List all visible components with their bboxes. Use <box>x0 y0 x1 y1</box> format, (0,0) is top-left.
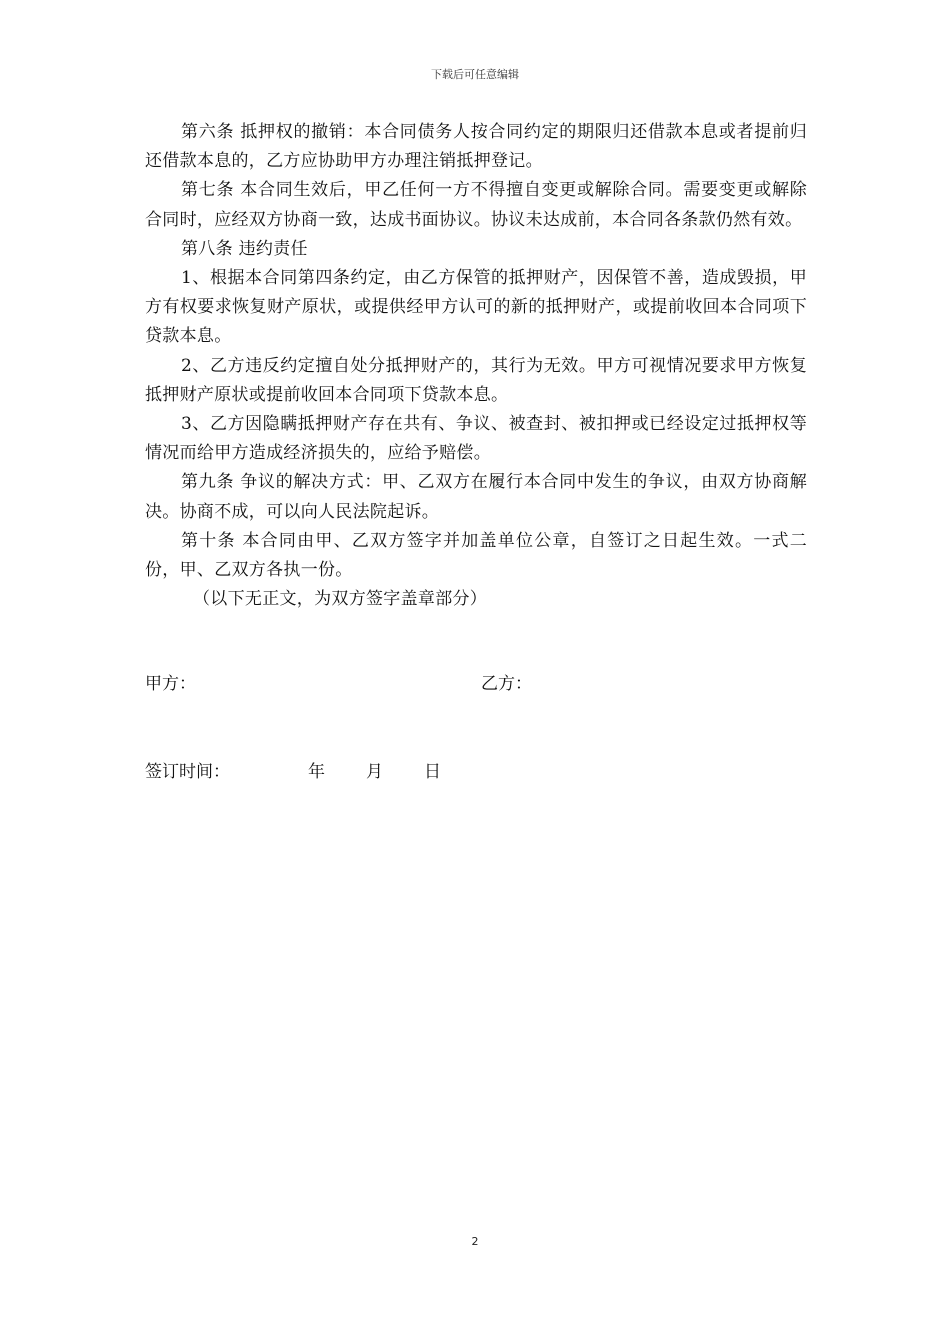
clause-10-paragraph: 第十条 本合同由甲、乙双方签字并加盖单位公章，自签订之日起生效。一式二份，甲、乙双方各执一份。 <box>145 530 807 581</box>
party-a-signature-label: 甲方： <box>145 674 196 694</box>
party-b-signature-label: 乙方： <box>481 674 532 694</box>
clause-7-paragraph: 第七条 本合同生效后，甲乙任何一方不得擅自变更或解除合同。需要变更或解除合同时，应经双方协商一致，达成书面协议。协议未达成前，本合同各条款仍然有效。 <box>145 180 807 230</box>
page-number: 2 <box>471 1235 479 1248</box>
clause-8-heading: 第八条 违约责任 <box>181 238 308 259</box>
contract-body <box>145 118 807 614</box>
signing-date-day: 日 <box>424 762 441 782</box>
signature-row <box>145 669 807 693</box>
clause-8-item-2: 2、乙方违反约定擅自处分抵押财产的，其行为无效。甲方可视情况要求甲方恢复抵押财产原状或提前收回本合同项下贷款本息。 <box>145 355 807 405</box>
clause-8-item-1: 1、根据本合同第四条约定，由乙方保管的抵押财产，因保管不善，造成毁损，甲方有权要求恢复财产原状，或提供经甲方认可的新的抵押财产，或提前收回本合同项下贷款本息。 <box>145 268 807 347</box>
clause-6-paragraph: 第六条 抵押权的撤销：本合同债务人按合同约定的期限归还借款本息或者提前归还借款本息的，乙方应协助甲方办理注销抵押登记。 <box>145 122 807 172</box>
header-note: 下载后可任意编辑 <box>431 68 519 81</box>
closing-note: （以下无正文，为双方签字盖章部分） <box>193 589 488 610</box>
clause-8-item-3: 3、乙方因隐瞒抵押财产存在共有、争议、被查封、被扣押或已经设定过抵押权等情况而给甲方造成经济损失的，应给予赔偿。 <box>145 414 807 464</box>
signing-date-year: 年 <box>308 762 325 782</box>
signing-date-month: 月 <box>366 762 383 782</box>
clause-9-paragraph: 第九条 争议的解决方式：甲、乙双方在履行本合同中发生的争议，由双方协商解决。协商不成，可以向人民法院起诉。 <box>145 472 807 522</box>
signing-date-label: 签订时间： <box>145 762 230 782</box>
signing-date-row <box>145 757 807 781</box>
